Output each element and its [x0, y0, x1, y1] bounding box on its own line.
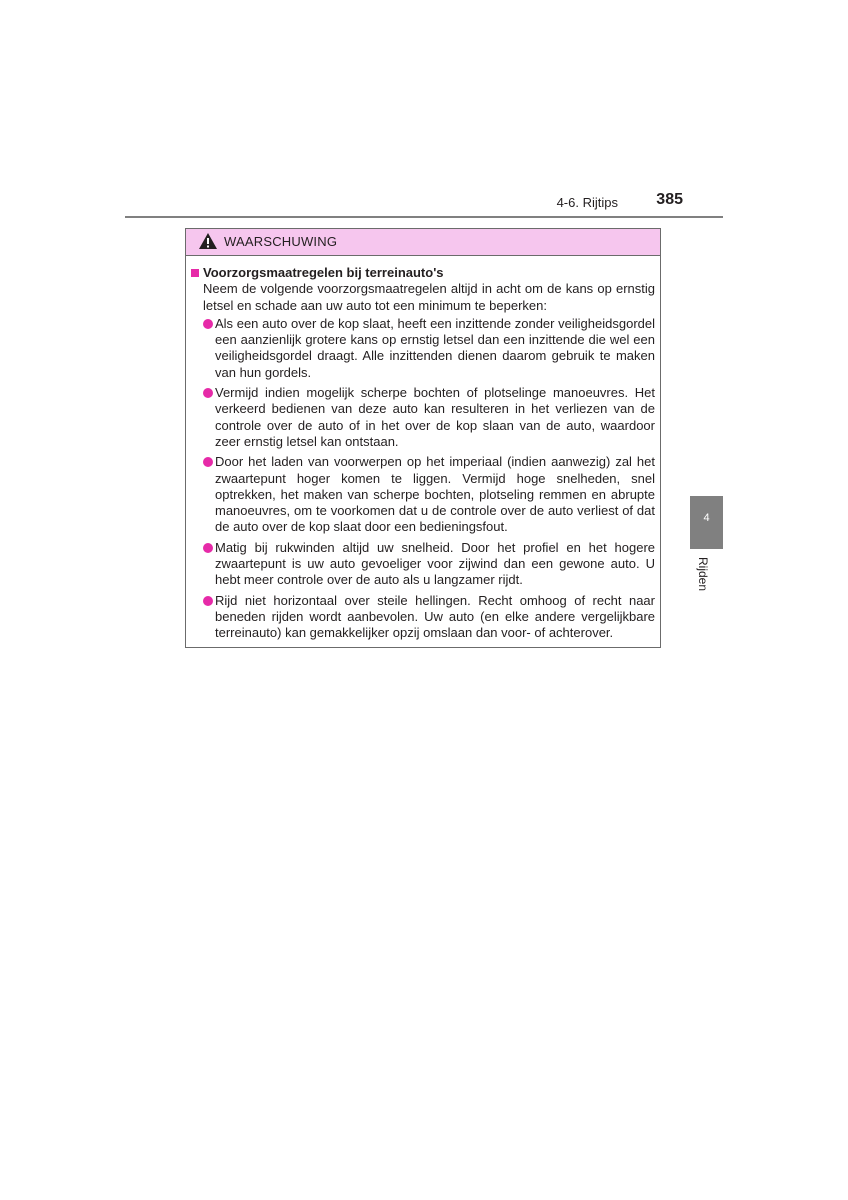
subheading-text: Voorzorgsmaatregelen bij terreinauto's: [203, 265, 444, 280]
bullet-dot-icon: [203, 596, 213, 606]
list-item: [191, 316, 655, 381]
warning-body: [191, 265, 655, 646]
warning-triangle-icon: [198, 232, 218, 250]
warning-header: [186, 229, 660, 256]
list-item: [191, 593, 655, 642]
chapter-number: 4: [703, 512, 710, 524]
warning-bullet-list: [191, 316, 655, 642]
intro-paragraph: Neem de volgende voorzorgsmaatregelen altijd in acht om de kans op ernstig letsel en schade aan uw auto tot een minimum te beperken:: [203, 281, 655, 313]
list-item-text: Als een auto over de kop slaat, heeft een inzittende zonder veiligheidsgordel een aanzienlijk grotere kans op ernstig letsel dan een inzittende die wel een veiligheidsgordel draagt. Alle inzittenden dienen daarom gebruik te maken van hun gordels.: [215, 315, 655, 380]
list-item-text: Rijd niet horizontaal over steile hellingen. Recht omhoog of recht naar beneden rijden wordt aanbevolen. Uw auto (en elke andere vergelijkbare terreinauto) kan gemakkelijker opzij omslaan dan voor- of achterover.: [215, 592, 655, 641]
chapter-tab: [690, 496, 723, 549]
square-bullet-icon: [191, 269, 199, 277]
page-number: 385: [656, 191, 683, 208]
list-item-text: Vermijd indien mogelijk scherpe bochten of plotselinge manoeuvres. Het verkeerd bedienen van deze auto kan resulteren in het verliezen van de controle over de auto of in het over de kop slaan van de auto, waardoor zeer ernstig letsel kan ontstaan.: [215, 385, 655, 449]
list-item: [191, 385, 655, 450]
warning-box: [185, 228, 661, 648]
bullet-dot-icon: [203, 457, 213, 467]
bullet-dot-icon: [203, 319, 213, 329]
list-item: [191, 540, 655, 589]
section-label: 4-6. Rijtips: [556, 195, 618, 210]
chapter-label: Rijden: [696, 557, 710, 592]
bullet-dot-icon: [203, 543, 213, 553]
warning-subheading: [191, 265, 655, 281]
page-header: [125, 190, 723, 218]
list-item-text: Matig bij rukwinden altijd uw snelheid. Door het profiel en het hogere zwaartepunt is uw auto gevoeliger voor zijwind dan een gewone auto. U hebt meer controle over de auto als u langzamer rijdt.: [215, 539, 655, 588]
list-item-text: Door het laden van voorwerpen op het imperiaal (indien aanwezig) zal het zwaartepunt hoger komen te liggen. Vermijd hoge snelheden, snel optrekken, het maken van scherpe bochten, plotseling remmen en abrupte manoeuvres, om te voorkomen dat u de controle over de auto verliest of dat de auto over de kop slaat door een bedieningsfout.: [215, 454, 655, 535]
warning-title: WAARSCHUWING: [224, 234, 338, 249]
bullet-dot-icon: [203, 388, 213, 398]
list-item: [191, 454, 655, 535]
